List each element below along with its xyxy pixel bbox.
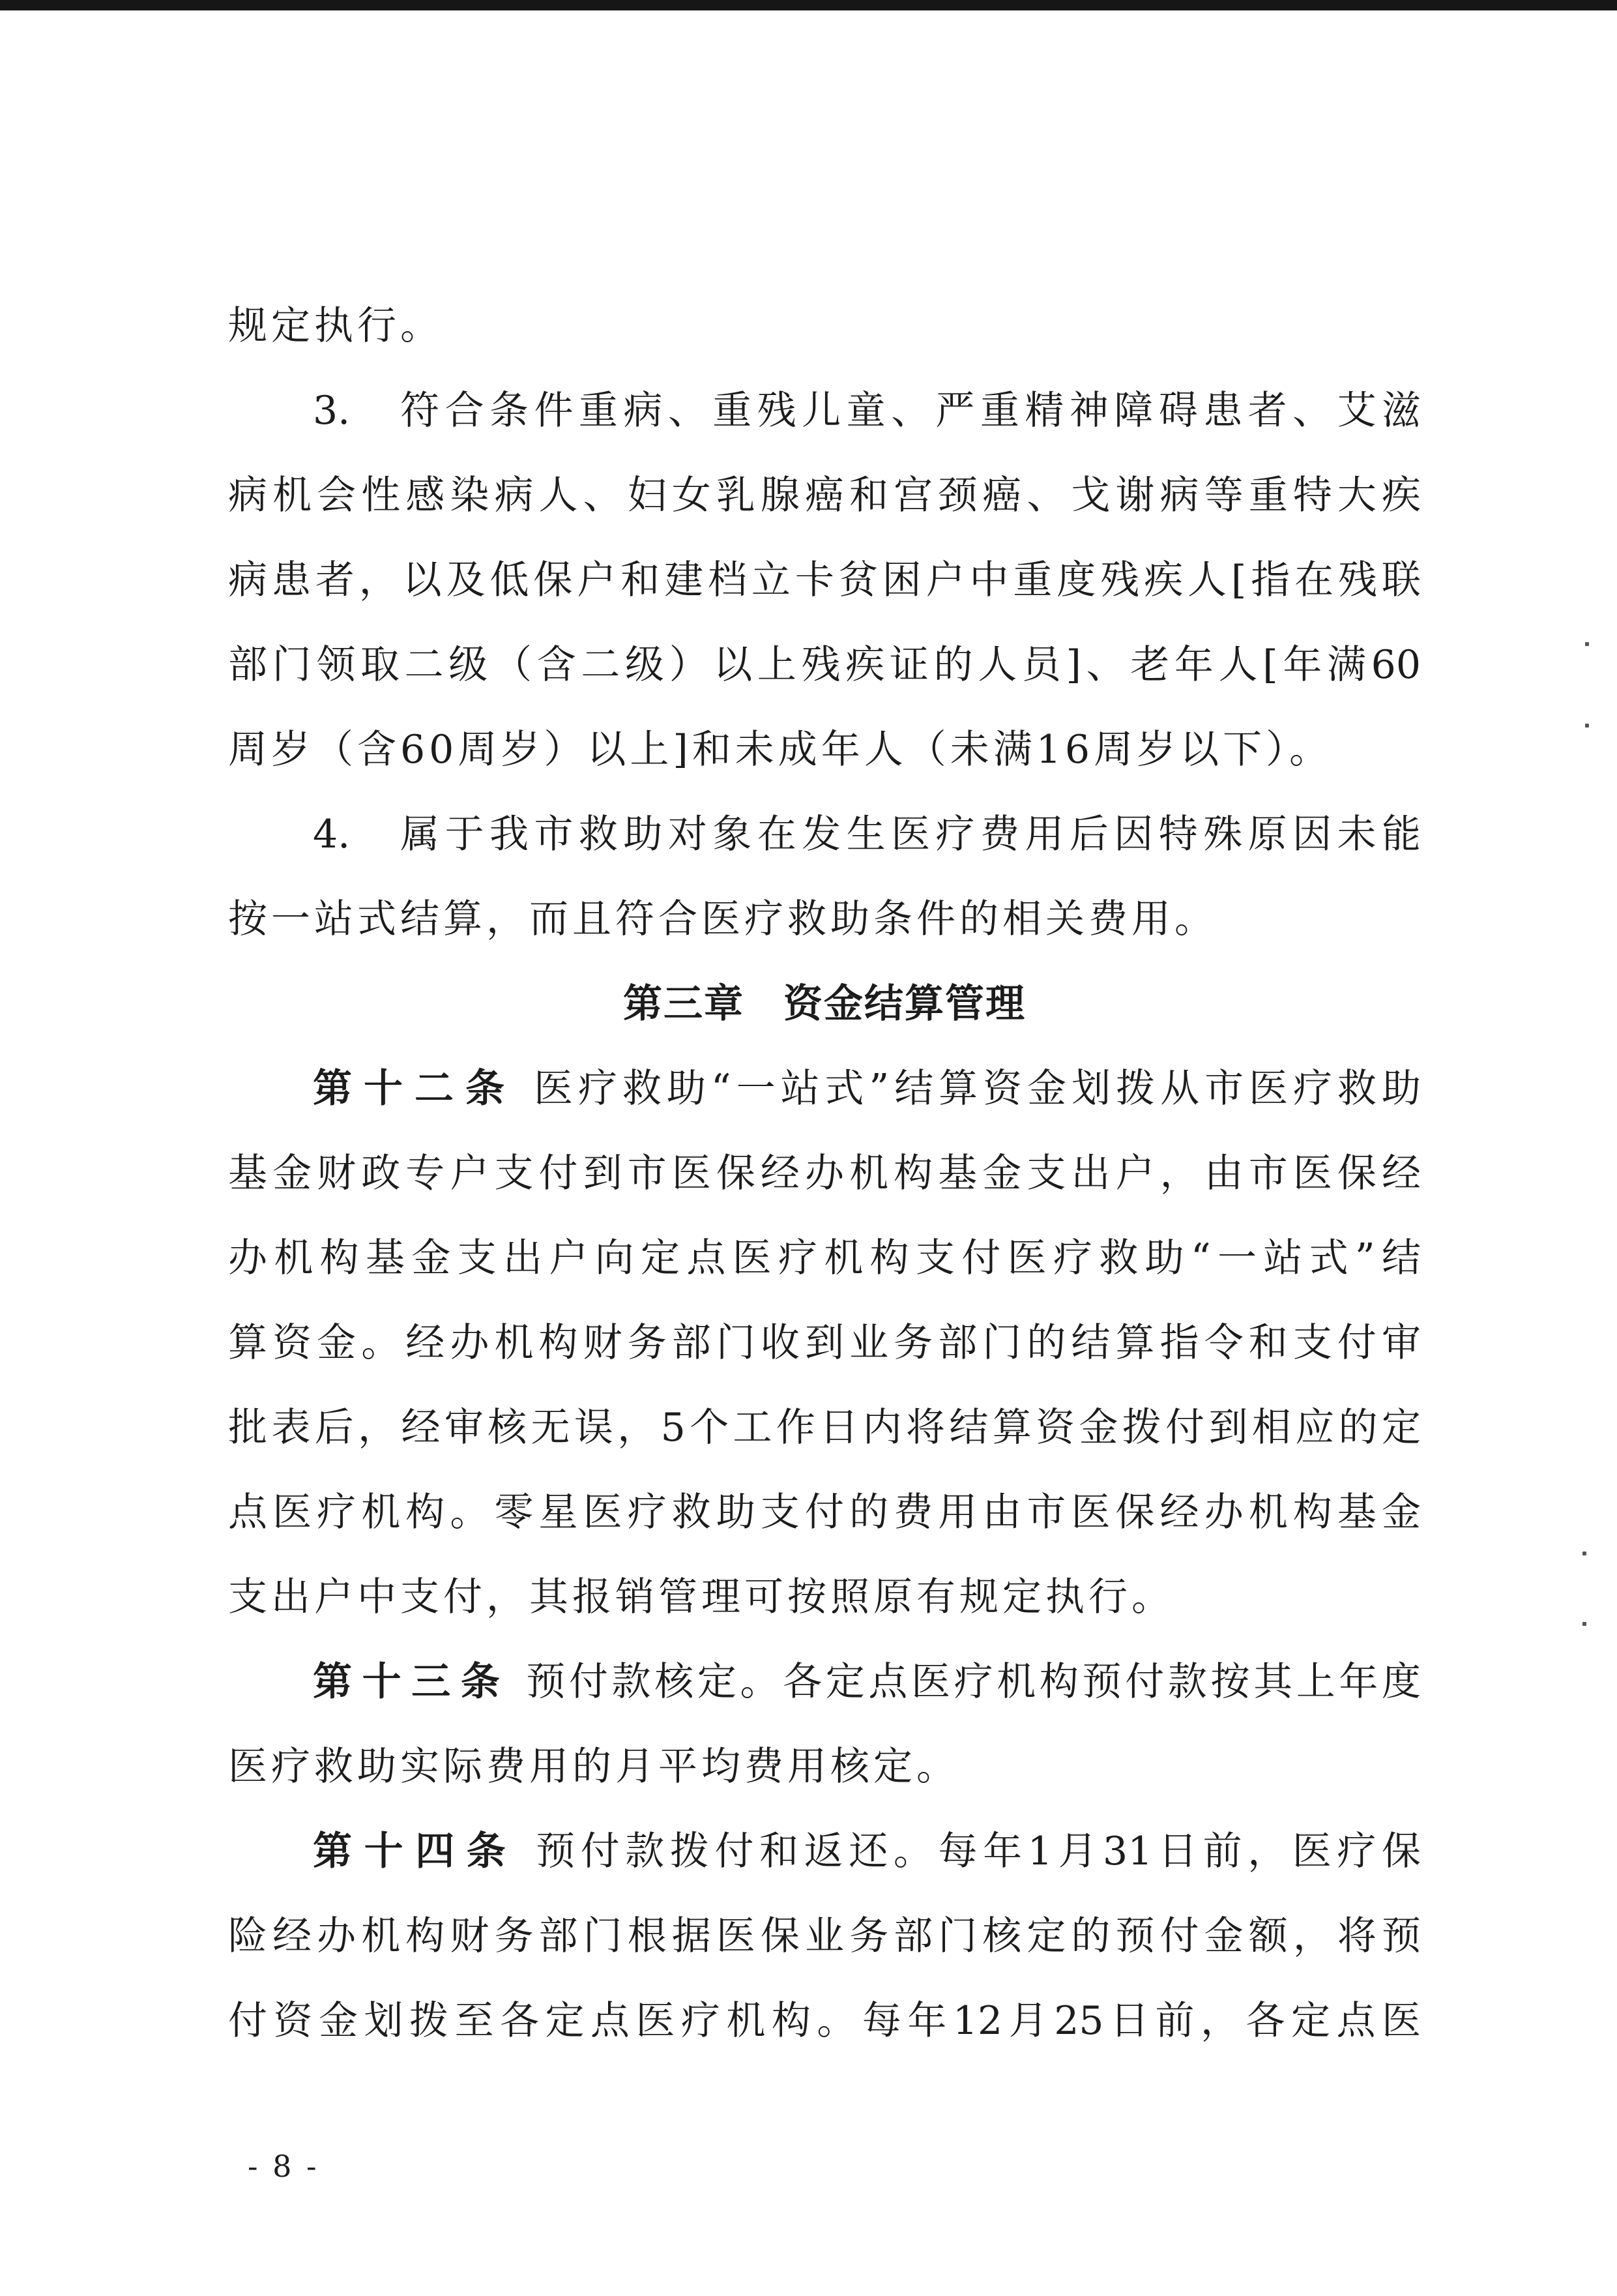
article-first-line: [228, 1829, 1421, 1874]
text-line: 办机构基金支出户向定点医疗机构支付医疗救助“一站式”结: [228, 1235, 1421, 1281]
text-line: 周岁（含60周岁）以上]和未成年人（未满16周岁以下）。: [228, 727, 1333, 773]
chapter-heading: [228, 981, 1421, 1027]
text-line: 医疗救助实际费用的月平均费用核定。: [228, 1744, 959, 1789]
text-line: 险经办机构财务部门根据医保业务部门核定的预付金额，将预: [228, 1913, 1421, 1959]
text-line: 规定执行。: [228, 303, 443, 349]
text-line: 批表后，经审核无误，5个工作日内将结算资金拨付到相应的定: [228, 1405, 1421, 1450]
text-line: 病患者，以及低保户和建档立卡贫困户中重度残疾人[指在残联: [228, 557, 1421, 603]
article-label: 第十三条: [313, 1659, 510, 1705]
text-line: 算资金。经办机构财务部门收到业务部门的结算指令和支付审: [228, 1320, 1421, 1366]
text-line: 基金财政专户支付到市医保经办机构基金支出户，由市医保经: [228, 1151, 1421, 1196]
article-label: 第十四条: [313, 1829, 518, 1874]
page-number: - 8 -: [248, 2149, 319, 2184]
text-line: 支出户中支付，其报销管理可按照原有规定执行。: [228, 1574, 1174, 1620]
scan-speck: [1585, 642, 1589, 646]
text-line: 3. 符合条件重病、重残儿童、严重精神障碍患者、艾滋: [313, 388, 1421, 434]
text-line: 病机会性感染病人、妇女乳腺癌和宫颈癌、戈谢病等重特大疾: [228, 473, 1421, 518]
article-text: 预付款拨付和返还。每年1月31日前，医疗保: [536, 1829, 1421, 1874]
scan-top-edge: [0, 0, 1617, 10]
document-body: [228, 303, 1421, 2086]
scan-speck: [1585, 724, 1589, 728]
article-first-line: [228, 1066, 1421, 1111]
article-text: 医疗救助“一站式”结算资金划拨从市医疗救助: [534, 1066, 1421, 1111]
scan-speck: [1582, 1622, 1586, 1626]
scan-speck: [1582, 1552, 1586, 1555]
chapter-title: 资金结算管理: [783, 981, 1026, 1027]
article-label: 第十二条: [313, 1066, 516, 1111]
chapter-number: 第三章: [623, 981, 744, 1027]
text-line: 付资金划拨至各定点医疗机构。每年12月25日前，各定点医: [228, 1998, 1421, 2044]
article-text: 预付款核定。各定点医疗机构预付款按其上年度: [526, 1659, 1421, 1705]
text-line: 4. 属于我市救助对象在发生医疗费用后因特殊原因未能: [313, 812, 1421, 857]
text-line: 点医疗机构。零星医疗救助支付的费用由市医保经办机构基金: [228, 1490, 1421, 1535]
article-first-line: [228, 1659, 1421, 1705]
text-line: 按一站式结算，而且符合医疗救助条件的相关费用。: [228, 896, 1217, 942]
text-line: 部门领取二级（含二级）以上残疾证的人员]、老年人[年满60: [228, 642, 1421, 688]
